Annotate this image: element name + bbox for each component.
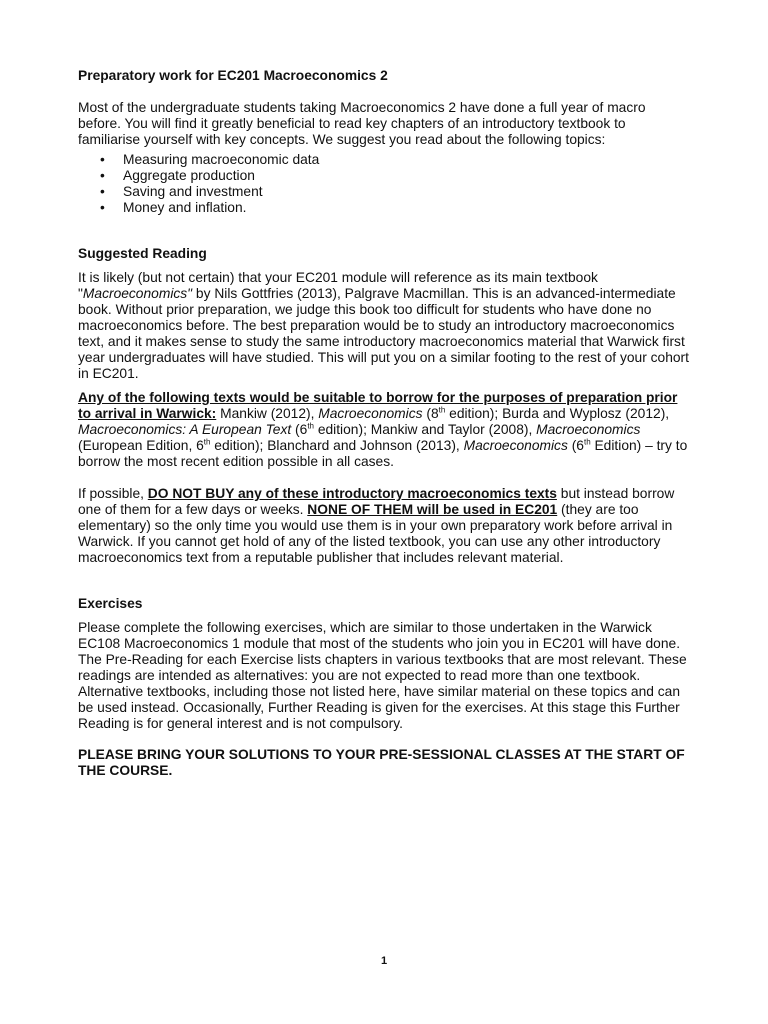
bullet-icon: • bbox=[100, 200, 105, 215]
topics-list bbox=[78, 152, 690, 216]
document-page bbox=[78, 68, 690, 779]
exercises-heading: Exercises bbox=[78, 596, 143, 611]
bullet-icon: • bbox=[100, 168, 105, 183]
list-item: • Aggregate production bbox=[100, 168, 255, 183]
list-item: • Money and inflation. bbox=[100, 200, 247, 215]
solutions-instruction: PLEASE BRING YOUR SOLUTIONS TO YOUR PRE-SESSIONAL CLASSES AT THE START OF THE COURSE. bbox=[78, 747, 685, 778]
intro-paragraph: Most of the undergraduate students taking Macroeconomics 2 have done a full year of macro before. You will find it greatly beneficial to read key chapters of an introductory textbook to familiarise yourself with key concepts. We suggest you read about the following topics: bbox=[78, 100, 646, 147]
list-item: • Saving and investment bbox=[100, 184, 263, 199]
document-title: Preparatory work for EC201 Macroeconomics 2 bbox=[78, 68, 388, 83]
reading-paragraph-2: Any of the following texts would be suitable to borrow for the purposes of preparation prior to arrival in Warwick: Mankiw (2012), Macroeconomics (8th edition); Burda and Wyplosz (2012), Macroeconomics: A European Text (6th edition); Mankiw and Taylor (2008), Macroeconomics (European Edition, 6th edition); Blanchard and Johnson (2013), Macroeconomics (6th Edition) – try to borrow the most recent edition possible in all cases. bbox=[78, 390, 688, 469]
page-number: 1 bbox=[380, 955, 388, 967]
reading-paragraph-3: If possible, DO NOT BUY any of these introductory macroeconomics texts but instead borrow one of them for a few days or weeks. NONE OF THEM will be used in EC201 (they are too elementary) so the only time you would use them is in your own preparatory work before arrival in Warwick. If you cannot get hold of any of the listed textbook, you can use any other introductory macroeconomics text from a reputable publisher that includes relevant material. bbox=[78, 486, 675, 565]
exercises-paragraph: Please complete the following exercises, which are similar to those undertaken in the Warwick EC108 Macroeconomics 1 module that most of the students who join you in EC201 will have done. The Pre-Reading for each Exercise lists chapters in various textbooks that are most relevant. These readings are intended as alternatives: you are not expected to read more than one textbook. Alternative textbooks, including those not listed here, have similar material on these topics and can be used instead. Occasionally, Further Reading is given for the exercises. At this stage this Further Reading is for general interest and is not compulsory. bbox=[78, 620, 687, 731]
bullet-icon: • bbox=[100, 184, 105, 199]
list-item: • Measuring macroeconomic data bbox=[100, 152, 320, 167]
reading-paragraph-1: It is likely (but not certain) that your EC201 module will reference as its main textbook "Macroeconomics" by Nils Gottfries (2013), Palgrave Macmillan. This is an advanced-intermediate book. Without prior preparation, we judge this book too difficult for students who have done no macroeconomics before. The best preparation would be to study an introductory macroeconomics text, and it makes sense to study the same introductory macroeconomics material that Warwick first year undergraduates will have studied. This will put you on a similar footing to the rest of your cohort in EC201. bbox=[78, 270, 689, 381]
bullet-icon: • bbox=[100, 152, 105, 167]
suggested-reading-heading: Suggested Reading bbox=[78, 246, 207, 261]
